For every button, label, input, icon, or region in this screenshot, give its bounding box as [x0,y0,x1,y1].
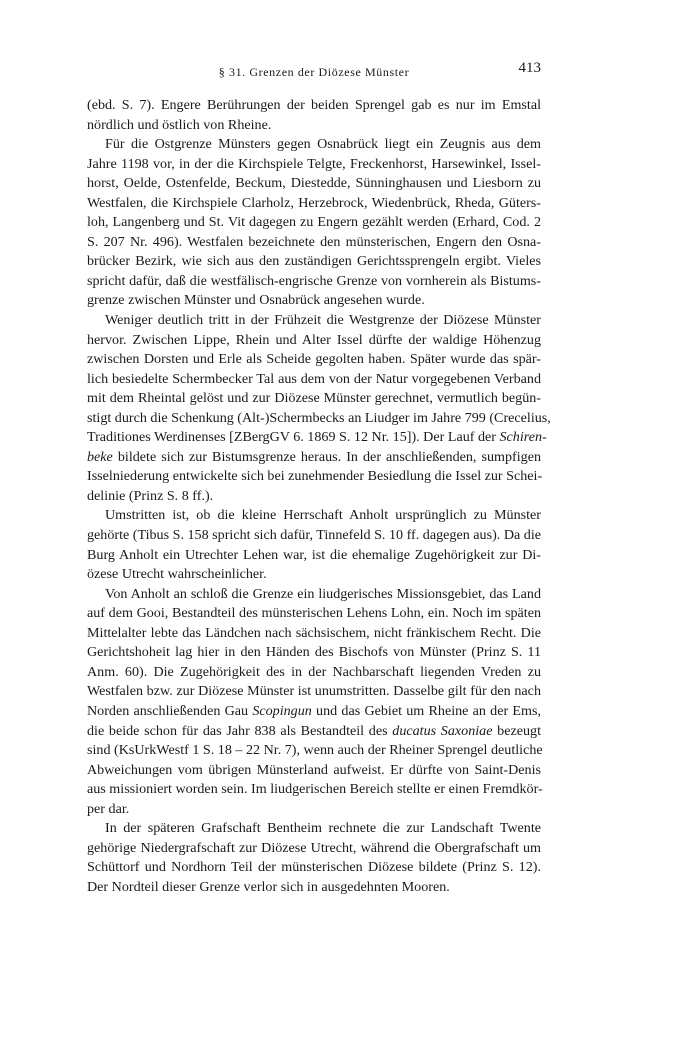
page-header [87,60,541,84]
text-line: gehörige Niedergrafschaft zur Diözese Utrecht, während die Obergrafschaft um [87,839,541,856]
italic-term: ducatus Saxoniae [392,722,493,739]
text-line: Burg Anholt ein Utrechter Lehen war, ist die ehemalige Zugehörigkeit zur Di- [87,546,541,563]
paragraph [87,585,541,820]
paragraph [87,819,541,897]
text-line: aus missioniert worden sein. Im liudgerischen Bereich stellte er einen Fremdkör- [87,781,543,798]
text-line: Jahre 1198 vor, in der die Kirchspiele Telgte, Freckenhorst, Harsewinkel, Issel- [87,155,541,172]
paragraph [87,135,541,311]
italic-term: Schiren- [499,429,547,446]
text-line: Westfalen, die Kirchspiele Clarholz, Herzebrock, Wiedenbrück, Rheda, Güters- [87,194,541,211]
body-text [87,96,551,897]
text-line: per dar. [87,800,130,817]
text-line: In der späteren Grafschaft Bentheim rechnete die zur Landschaft Twente [105,820,541,837]
paragraph [87,311,551,506]
text-line: spricht dafür, daß die westfälisch-engrische Grenze von vornherein als Bistums- [87,272,541,289]
text-line: Umstritten ist, ob die kleine Herrschaft Anholt ursprünglich zu Münster [105,507,541,524]
text-line: Anm. 60). Die Zugehörigkeit des in der Nachbarschaft liegenden Vreden zu [87,663,541,680]
text-line: delinie (Prinz S. 8 ff.). [87,487,214,504]
text-line: özese Utrecht wahrscheinlicher. [87,566,267,583]
text-line: Der Nordteil dieser Grenze verlor sich in ausgedehnten Mooren. [87,878,450,895]
text-line: S. 207 Nr. 496). Westfalen bezeichnete den münsterischen, Engern den Osna- [87,233,541,250]
text-line: Weniger deutlich tritt in der Frühzeit die Westgrenze der Diözese Münster [105,312,541,329]
text-line: grenze zwischen Münster und Osnabrück angesehen wurde. [87,292,425,309]
page-number: 413 [518,60,541,76]
italic-term: Scopingun [252,702,312,719]
text-line: Mittelalter lebte das Ländchen nach sächsischem, nicht fränkischem Recht. Die [87,624,541,641]
text-line: Für die Ostgrenze Münsters gegen Osnabrück liegt ein Zeugnis aus dem [105,136,541,153]
paragraph [87,96,541,135]
text-line: beke bildete sich zur Bistumsgrenze heraus. In der anschließenden, sumpfigen [87,448,541,465]
text-line: Isselniederung entwickelte sich bei zunehmender Besiedlung die Issel zur Schei- [87,468,543,485]
text-line: Schüttorf und Nordhorn Teil der münsterischen Diözese bildete (Prinz S. 12). [87,859,541,876]
text-line: Norden anschließenden Gau Scopingun und das Gebiet um Rheine an der Ems, [87,702,541,719]
text-line: gehörte (Tibus S. 158 spricht sich dafür, Tinnefeld S. 10 ff. dagegen aus). Da die [87,527,541,544]
text-line: auf dem Gooi, Bestandteil des münsterischen Lehens Lohn, ein. Noch im späten [87,605,541,622]
text-line: hervor. Zwischen Lippe, Rhein und Alter Issel dürfte der waldige Höhenzug [87,331,541,348]
text-line: lich besiedelte Schermbecker Tal aus dem von der Natur vorgegebenen Verband [87,370,541,387]
text-line: nördlich und östlich von Rheine. [87,116,272,133]
text-line: Gerichtshoheit lag hier in den Händen des Bischofs von Münster (Prinz S. 11 [87,644,541,661]
text-line: horst, Oelde, Ostenfelde, Beckum, Diestedde, Sünninghausen und Liesborn zu [87,175,541,192]
text-line: die beide schon für das Jahr 838 als Bestandteil des ducatus Saxoniae bezeugt [87,722,541,739]
text-line: zwischen Dorsten und Erle als Scheide gegolten haben. Später wurde das spär- [87,351,541,368]
text-line: stigt durch die Schenkung (Alt-)Schermbecks an Liudger im Jahre 799 (Crecelius, [87,409,551,426]
running-head: § 31. Grenzen der Diözese Münster [218,65,410,79]
text-line: Traditiones Werdinenses [ZBergGV 6. 1869 S. 12 Nr. 15]). Der Lauf der Schiren- [87,429,547,446]
text-line: loh, Langenberg und St. Vit dagegen zu Engern gezählt werden (Erhard, Cod. 2 [87,214,541,231]
text-line: Westfalen bzw. zur Diözese Münster ist unumstritten. Dasselbe gilt für den nach [87,683,541,700]
text-line: (ebd. S. 7). Engere Berührungen der beiden Sprengel gab es nur im Emstal [87,97,541,113]
italic-term: beke [87,448,113,465]
text-line: mit dem Rheintal gelöst und zur Diözese Münster gerechnet, vermutlich begün- [87,390,541,407]
text-line: brücker Bezirk, wie sich aus den zuständigen Gerichtssprengeln ergibt. Vieles [87,253,541,270]
paragraph [87,506,541,584]
text-line: Abweichungen vom übrigen Münsterland aufweist. Er dürfte von Saint-Denis [87,761,541,778]
text-line: Von Anholt an schloß die Grenze ein liudgerisches Missionsgebiet, das Land [105,585,541,602]
text-line: sind (KsUrkWestf 1 S. 18 – 22 Nr. 7), wenn auch der Rheiner Sprengel deutliche [87,742,543,759]
